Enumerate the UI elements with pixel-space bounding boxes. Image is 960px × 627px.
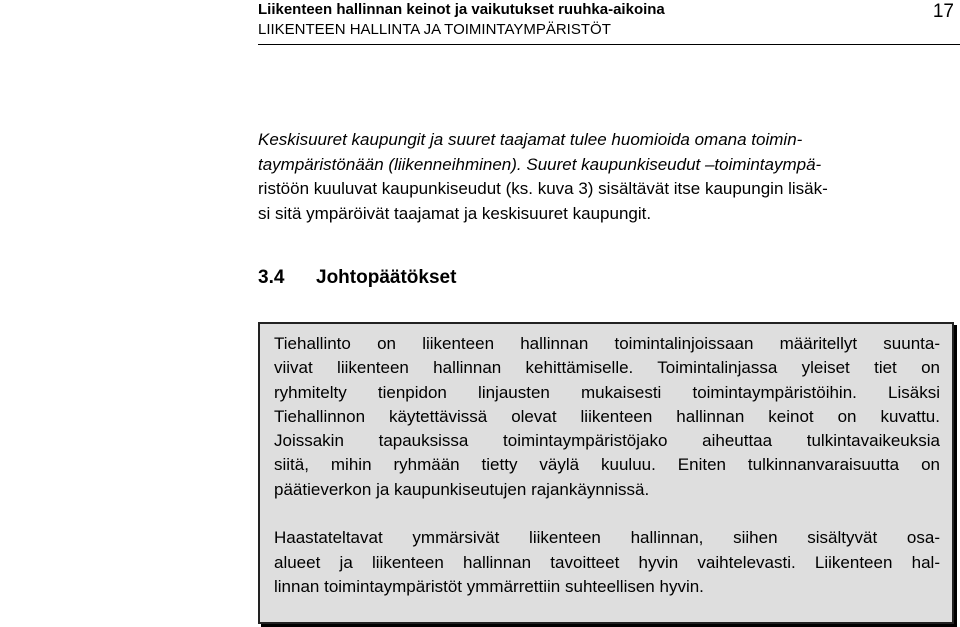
section-number: 3.4	[258, 267, 285, 288]
intro-line: taympäristönään (liikenneihminen). Suuret kaupunkiseudut –toimintaympä-	[258, 154, 822, 174]
summary-line: alueet ja liikenteen hallinnan tavoitteet hyvin vaihtelevasti. Liikenteen hal-	[274, 552, 940, 572]
running-title: Liikenteen hallinnan keinot ja vaikutukset ruuhka-aikoina	[258, 1, 665, 18]
summary-line: viivat liikenteen hallinnan kehittämiselle. Toimintalinjassa yleiset tiet on	[274, 358, 940, 378]
summary-line: Joissakin tapauksissa toimintaympäristöjako aiheuttaa tulkintavaikeuksia	[274, 431, 940, 451]
page-number: 17	[932, 1, 954, 22]
section-title: Johtopäätökset	[316, 267, 457, 288]
intro-line: Keskisuuret kaupungit ja suuret taajamat tulee huomioida omana toimin-	[258, 130, 803, 149]
intro-paragraph	[258, 128, 952, 226]
running-subtitle: LIIKENTEEN HALLINTA JA TOIMINTAYMPÄRISTÖT	[258, 21, 611, 38]
summary-line: ryhmitelty tienpidon linjausten mukaisesti toimintaympäristöihin. Lisäksi	[274, 382, 940, 402]
summary-line: päätieverkon ja kaupunkiseutujen rajankäynnissä.	[274, 479, 650, 499]
summary-line: Tiehallinnon käytettävissä olevat liikenteen hallinnan keinot on kuvattu.	[274, 406, 940, 426]
intro-line: si sitä ympäröivät taajamat ja keskisuuret kaupungit.	[258, 203, 652, 223]
header-divider	[258, 44, 960, 45]
summary-line: Haastateltavat ymmärsivät liikenteen hallinnan, siihen sisältyvät osa-	[274, 528, 940, 548]
paragraph-gap	[274, 502, 940, 526]
intro-line: ristöön kuuluvat kaupunkiseudut (ks. kuva 3) sisältävät itse kaupungin lisäk-	[258, 179, 828, 198]
section-heading	[258, 266, 456, 290]
summary-line: Tiehallinto on liikenteen hallinnan toimintalinjoissaan määritellyt suunta-	[274, 334, 940, 353]
summary-line: linnan toimintaympäristöt ymmärrettiin suhteellisen hyvin.	[274, 576, 704, 596]
summary-box	[258, 322, 954, 624]
page-header	[258, 0, 960, 44]
summary-line: siitä, mihin ryhmään tietty väylä kuuluu. Eniten tulkinnanvaraisuutta on	[274, 455, 940, 475]
summary-text	[274, 332, 940, 599]
